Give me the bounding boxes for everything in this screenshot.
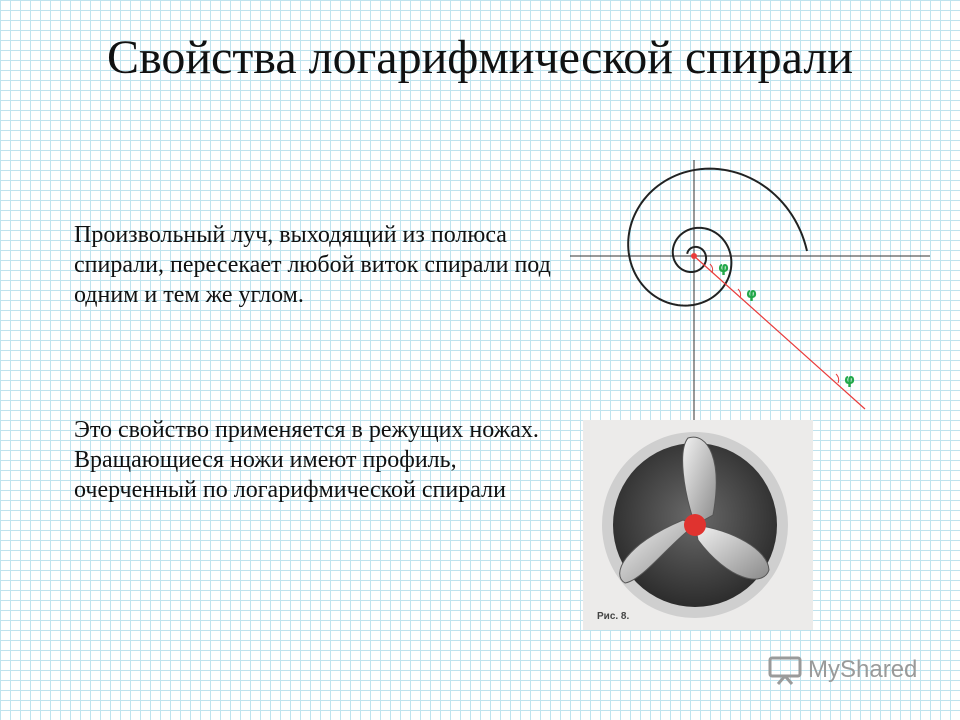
- angle-label-middle: φ: [746, 286, 757, 302]
- presentation-icon: [768, 655, 802, 685]
- angle-label-inner: φ: [718, 260, 729, 276]
- log-spiral-diagram: [570, 160, 950, 430]
- angle-arc-outer: [836, 374, 839, 383]
- angle-label-outer: φ: [844, 372, 855, 388]
- log-spiral-curve: [628, 169, 807, 306]
- rotating-blades-image: [583, 420, 813, 630]
- watermark-text: MyShared: [808, 656, 918, 683]
- slide-title: Свойства логарифмической спирали: [106, 31, 853, 84]
- hub-center: [684, 514, 706, 536]
- pole-point: [691, 253, 697, 259]
- pole-ray: [694, 256, 865, 409]
- cutting-blades-figure: [583, 420, 813, 630]
- myshared-watermark: [768, 655, 917, 685]
- application-paragraph: Это свойство применяется в режущих ножах. Вращающиеся ножи имеют профиль, очерченный по логарифмической спирали: [74, 417, 539, 503]
- figure-caption: Рис. 8.: [597, 611, 630, 622]
- property-paragraph: Произвольный луч, выходящий из полюса спирали, пересекает любой виток спирали под одним и тем же углом.: [74, 222, 551, 308]
